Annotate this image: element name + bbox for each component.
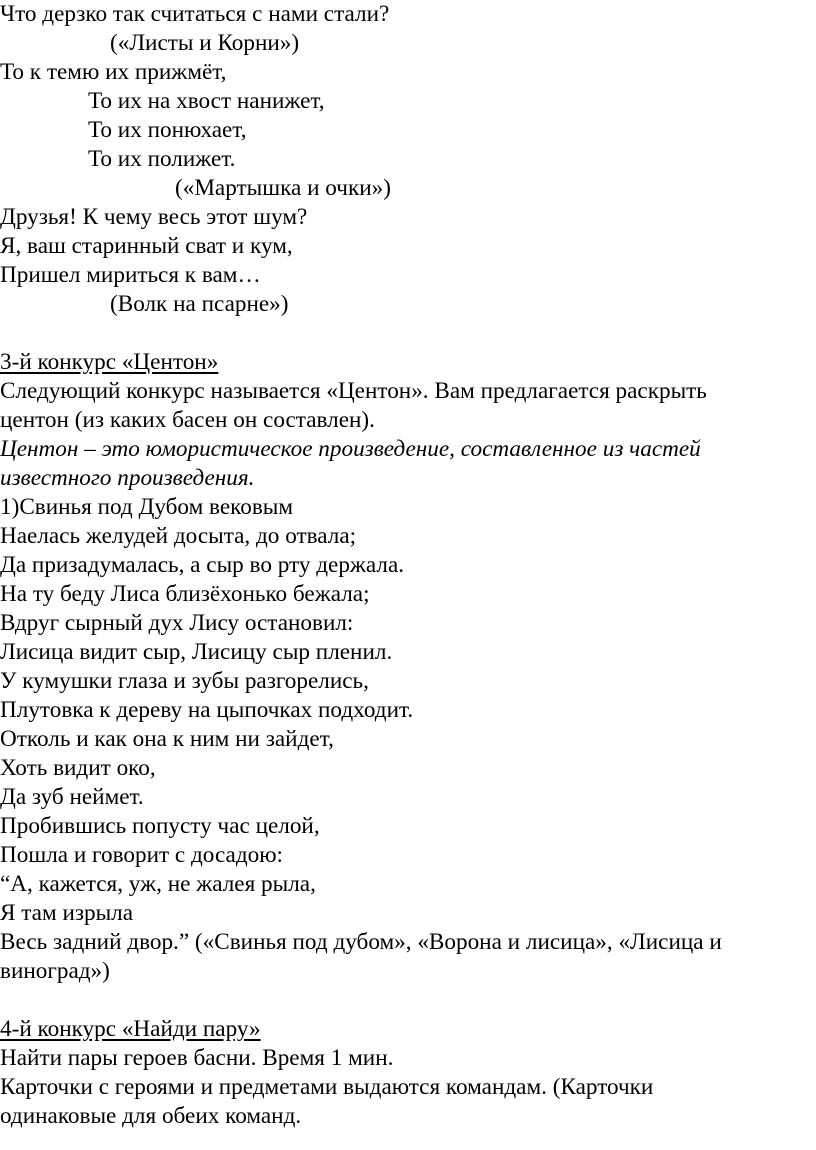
poem-line: “А, кажется, уж, не жалея рыла, (0, 871, 316, 897)
poem-line: виноград») (0, 958, 110, 984)
verse-line: Пришел мириться к вам… (0, 262, 261, 288)
verse-line: Друзья! К чему весь этот шум? (0, 204, 308, 230)
verse-line: Что дерзко так считаться с нами стали? (0, 1, 390, 27)
poem-line: Пошла и говорит с досадою: (0, 842, 283, 868)
poem-line: Плутовка к дереву на цыпочках подходит. (0, 697, 414, 723)
verse-line: То их на хвост нанижет, (88, 88, 325, 114)
fable-source: («Мартышка и очки») (175, 175, 391, 201)
verse-line: То их понюхает, (88, 117, 247, 143)
verse-line: Я, ваш старинный сват и кум, (0, 233, 293, 259)
verse-line: То к темю их прижмёт, (0, 59, 227, 85)
contest4-text: одинаковые для обеих команд. (0, 1103, 302, 1129)
poem-line: Да зуб неймет. (0, 784, 144, 810)
poem-line: Хоть видит око, (0, 755, 156, 781)
contest4-text: Найти пары героев басни. Время 1 мин. (0, 1045, 394, 1071)
poem-line: Наелась желудей досыта, до отвала; (0, 523, 357, 549)
contest3-definition: известного произведения. (0, 465, 255, 491)
contest4-heading: 4-й конкурс «Найди пару» (0, 1016, 261, 1042)
poem-line: Я там изрыла (0, 900, 134, 926)
poem-line: 1)Свинья под Дубом вековым (0, 494, 294, 520)
contest3-intro: Следующий конкурс называется «Центон». Вам предлагается раскрыть (0, 378, 707, 404)
poem-line: Лисица видит сыр, Лисицу сыр пленил. (0, 639, 393, 665)
contest3-definition: Центон – это юмористическое произведение, составленное из частей (0, 436, 701, 462)
fable-source: (Волк на псарне») (110, 291, 289, 317)
poem-line: Весь задний двор.” («Свинья под дубом», «Ворона и лисица», «Лисица и (0, 929, 722, 955)
contest4-text: Карточки с героями и предметами выдаются командам. (Карточки (0, 1074, 654, 1100)
poem-line: У кумушки глаза и зубы разгорелись, (0, 668, 369, 694)
contest3-intro: центон (из каких басен он составлен). (0, 407, 375, 433)
poem-line: Да призадумалась, а сыр во рту держала. (0, 552, 405, 578)
poem-line: Пробившись попусту час целой, (0, 813, 320, 839)
verse-line: То их полижет. (88, 146, 236, 172)
contest3-heading: 3-й конкурс «Центон» (0, 349, 219, 375)
poem-line: На ту беду Лиса близёхонько бежала; (0, 581, 370, 607)
poem-line: Отколь и как она к ним ни зайдет, (0, 726, 334, 752)
fable-source: («Листы и Корни») (110, 30, 300, 56)
poem-line: Вдруг сырный дух Лису остановил: (0, 610, 354, 636)
